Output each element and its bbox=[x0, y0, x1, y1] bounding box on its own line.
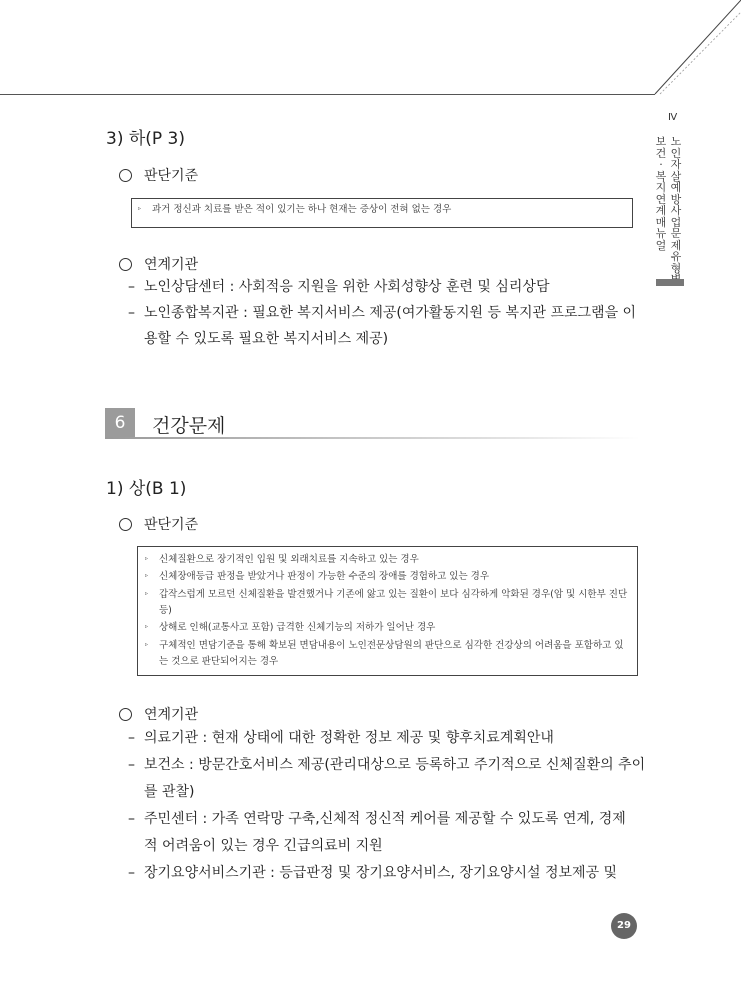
list-item: – 보건소 : 방문간호서비스 제공(관리대상으로 등록하고 주기적으로 신체질환의 추이 bbox=[128, 757, 646, 773]
section-number: 6 bbox=[105, 408, 135, 438]
agency-label: 연계기관 bbox=[144, 257, 199, 273]
section-underline bbox=[105, 437, 640, 439]
circle-bullet-icon bbox=[119, 518, 132, 531]
criteria-label: 판단기준 bbox=[144, 168, 199, 184]
list-item: – 노인상담센터 : 사회적응 지원을 위한 사회성향상 훈련 및 심리상담 bbox=[128, 279, 550, 295]
circle-bullet-icon bbox=[119, 708, 132, 721]
criteria-box-2 bbox=[137, 546, 638, 676]
list-item: – 의료기관 : 현재 상태에 대한 정확한 정보 제공 및 향후치료계획안내 bbox=[128, 730, 554, 746]
criteria-item: ▹ 신체질환으로 장기적인 입원 및 외래치료를 지속하고 있는 경우 bbox=[145, 551, 632, 568]
side-title-left: 보건·복지 연계 매뉴얼 bbox=[655, 135, 667, 252]
criteria-item: ▹ 갑작스럽게 모르던 신체질환을 발견했거나 기존에 앓고 있는 질환이 보다 심각하게 악화된 경우(암 및 시한부 진단 등) bbox=[145, 586, 632, 620]
list-item-continued: 용할 수 있도록 필요한 복지서비스 제공) bbox=[144, 331, 389, 347]
triangle-bullet-icon: ▹ bbox=[145, 589, 149, 597]
agency-list-1 bbox=[128, 274, 648, 352]
criteria-bullet-1 bbox=[119, 165, 198, 185]
header-diagonal bbox=[0, 0, 741, 100]
side-title-right: 노인자살예방사업 문제유형 bbox=[670, 135, 682, 275]
criteria-item: ▹ 신체장애등급 판정을 받았거나 판정이 가능한 수준의 장애를 경험하고 있는 경우 bbox=[145, 568, 632, 585]
triangle-bullet-icon: ▹ bbox=[145, 572, 149, 580]
list-item: – 장기요양서비스기관 : 등급판정 및 장기요양서비스, 장기요양시설 정보제공 및 bbox=[128, 865, 618, 881]
agency-list-2 bbox=[128, 725, 648, 887]
side-bar bbox=[656, 279, 684, 286]
criteria-label: 판단기준 bbox=[144, 517, 199, 533]
criteria-bullet-2 bbox=[119, 514, 198, 534]
chapter-marker: Ⅳ bbox=[668, 112, 678, 123]
circle-bullet-icon bbox=[119, 258, 132, 271]
triangle-bullet-icon: ▹ bbox=[138, 205, 142, 212]
agency-label: 연계기관 bbox=[144, 707, 199, 723]
list-item-continued: 를 관찰) bbox=[144, 784, 195, 800]
heading-3: 3) 하(P 3) bbox=[106, 129, 186, 149]
triangle-bullet-icon: ▹ bbox=[145, 555, 149, 562]
agency-bullet-1 bbox=[119, 254, 198, 274]
criteria-item: ▹ 상해로 인해(교통사고 포함) 급격한 신체기능의 저하가 일어난 경우 bbox=[145, 619, 632, 636]
triangle-bullet-icon: ▹ bbox=[145, 623, 149, 631]
section-title: 건강문제 bbox=[152, 415, 226, 437]
circle-bullet-icon bbox=[119, 169, 132, 182]
list-item-continued: 적 어려움이 있는 경우 긴급의료비 지원 bbox=[144, 838, 383, 854]
list-item: – 주민센터 : 가족 연락망 구축,신체적 정신적 케어를 제공할 수 있도록 연계, 경제 bbox=[128, 811, 626, 827]
agency-bullet-2 bbox=[119, 704, 198, 724]
criteria-box-1 bbox=[131, 198, 633, 228]
criteria-item: ▹ 구체적인 면담기준을 통해 확보된 면담내용이 노인전문상담원의 판단으로 심각한 건강상의 어려움을 포함하고 있는 것으로 판단되어지는 경우 bbox=[145, 637, 632, 671]
heading-1: 1) 상(B 1) bbox=[106, 479, 187, 499]
list-item: – 노인종합복지관 : 필요한 복지서비스 제공(여가활동지원 등 복지관 프로그램을 이 bbox=[128, 305, 637, 321]
criteria-item: ▹ 과거 정신과 치료를 받은 적이 있기는 하나 현재는 증상이 전혀 없는 경우 bbox=[138, 201, 626, 218]
page-number: 29 bbox=[611, 913, 637, 939]
triangle-bullet-icon: ▹ bbox=[145, 640, 149, 648]
